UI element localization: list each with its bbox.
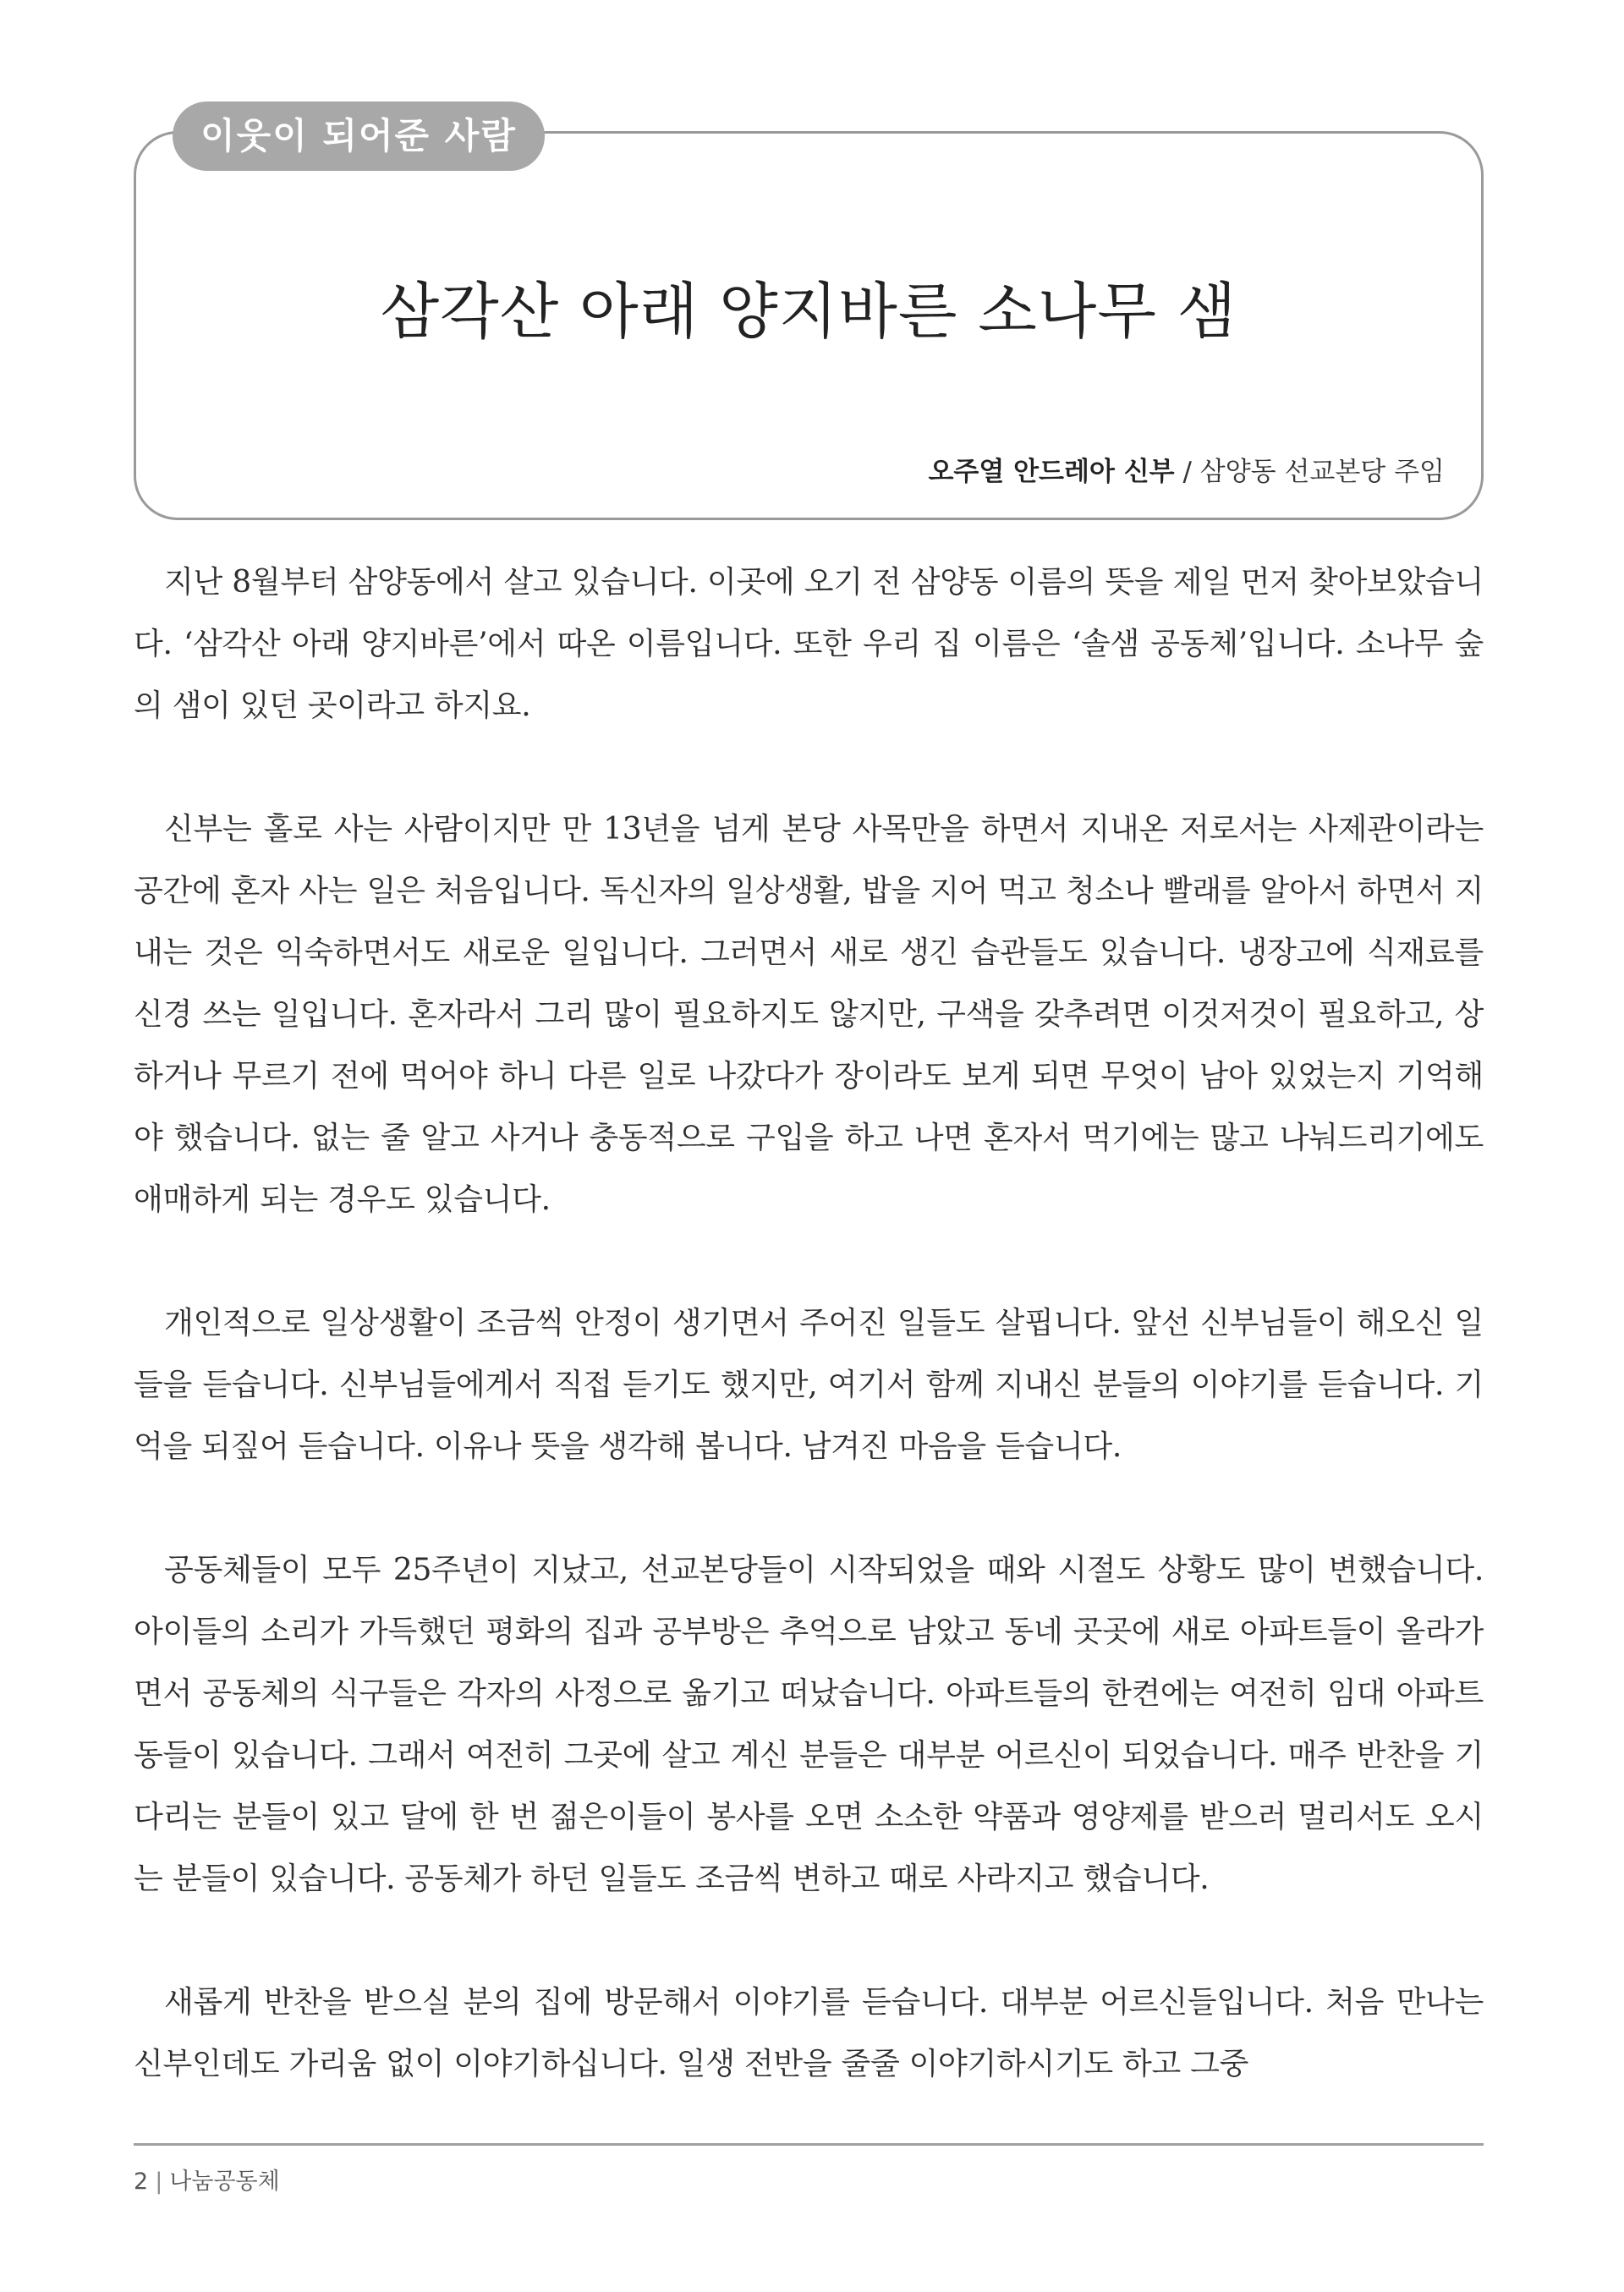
author-name: 오주열 안드레아 신부 [928,457,1175,487]
section-label: 이웃이 되어준 사람 [173,101,545,171]
byline [928,453,1445,491]
footer-divider [134,2143,1484,2146]
article-body [134,551,1484,2157]
paragraph-4: 공동체들이 모두 25주년이 지났고, 선교본당들이 시작되었을 때와 시절도 상황도 많이 변했습니다. 아이들의 소리가 가득했던 평화의 집과 공부방은 추억으로 남았고 동네 곳곳에 새로 아파트들이 올라가면서 공동체의 식구들은 각자의 사정으로 옮기고 떠났습니다. 아파트들의 한켠에는 여전히 임대 아파트 동들이 있습니다. 그래서 여전히 그곳에 살고 계신 분들은 대부분 어르신이 되었습니다. 매주 반찬을 기다리는 분들이 있고 달에 한 번 젊은이들이 봉사를 오면 소소한 약품과 영양제를 받으러 멀리서도 오시는 분들이 있습니다. 공동체가 하던 일들도 조금씩 변하고 때로 사라지고 했습니다. [134,1553,1484,1896]
page-title: 삼각산 아래 양지바른 소나무 샘 [380,276,1237,347]
publication-name: 나눔공동체 [169,2169,280,2195]
footer-separator: | [155,2169,163,2195]
author-affiliation: 삼양동 선교본당 주임 [1199,457,1445,487]
paragraph-1: 지난 8월부터 삼양동에서 살고 있습니다. 이곳에 오기 전 삼양동 이름의 뜻을 제일 먼저 찾아보았습니다. ‘삼각산 아래 양지바른’에서 따온 이름입니다. 또한 우리 집 이름은 ‘솔샘 공동체’입니다. 소나무 숲의 샘이 있던 곳이라고 하지요. [134,565,1484,723]
page-number: 2 [134,2169,149,2195]
paragraph-3: 개인적으로 일상생활이 조금씩 안정이 생기면서 주어진 일들도 살핍니다. 앞선 신부님들이 해오신 일들을 듣습니다. 신부님들에게서 직접 듣기도 했지만, 여기서 함께 지내신 분들의 이야기를 듣습니다. 기억을 되짚어 듣습니다. 이유나 뜻을 생각해 봅니다. 남겨진 마음을 듣습니다. [134,1306,1484,1464]
paragraph-2: 신부는 홀로 사는 사람이지만 만 13년을 넘게 본당 사목만을 하면서 지내온 저로서는 사제관이라는 공간에 혼자 사는 일은 처음입니다. 독신자의 일상생활, 밥을 지어 먹고 청소나 빨래를 알아서 하면서 지내는 것은 익숙하면서도 새로운 일입니다. 그러면서 새로 생긴 습관들도 있습니다. 냉장고에 식재료를 신경 쓰는 일입니다. 혼자라서 그리 많이 필요하지도 않지만, 구색을 갖추려면 이것저것이 필요하고, 상하거나 무르기 전에 먹어야 하니 다른 일로 나갔다가 장이라도 보게 되면 무엇이 남아 있었는지 기억해야 했습니다. 없는 줄 알고 사거나 충동적으로 구입을 하고 나면 혼자서 먹기에는 많고 나눠드리기에도 애매하게 되는 경우도 있습니다. [134,812,1484,1217]
paragraph-5: 새롭게 반찬을 받으실 분의 집에 방문해서 이야기를 듣습니다. 대부분 어르신들입니다. 처음 만나는 신부인데도 가리움 없이 이야기하십니다. 일생 전반을 줄줄 이야기하시기도 하고 그중 [134,1985,1484,2081]
byline-separator: / [1182,457,1192,487]
page-footer [134,2167,280,2197]
